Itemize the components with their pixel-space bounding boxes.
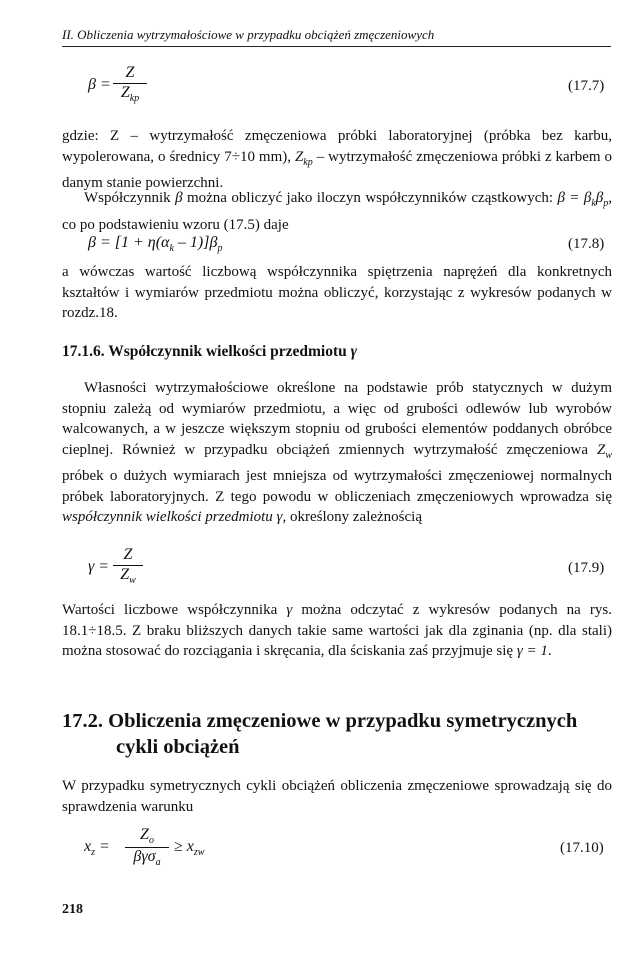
numerator: Z xyxy=(125,64,135,81)
paragraph-definition: gdzie: Z – wytrzymałość zmęczeniowa próbki laboratoryjnej (próbka bez karbu, wypolerowana, o średnicy 7÷10 mm), $Z_{kp}$ – wytrzymałość zmęczeniowa próbki z karbem o danym stanie powierzchni. xyxy=(62,128,612,191)
numerator: Z xyxy=(123,546,133,563)
paragraph-beta: Współczynnik β można obliczyć jako iloczyn współczynników cząstkowych: $\beta = \beta_k\beta_p$, co po podstawieniu wzoru (17.5) daje xyxy=(62,190,612,233)
page-number: 218 xyxy=(62,902,83,917)
fraction xyxy=(113,546,143,586)
paragraph-stress-concentration: a wówczas wartość liczbową współczynnika spiętrzenia naprężeń dla konkretnych kształtów i wymiarów przedmiotu można obliczyć, korzystając z wykresów podanych w rozdz.18. xyxy=(62,264,612,321)
equation-lhs: γ = xyxy=(88,558,110,575)
equation-number: (17.8) xyxy=(568,236,605,252)
equation-rhs: ≥ $x_{zw}$ xyxy=(174,838,205,859)
running-header: II. Obliczenia wytrzymałościowe w przypadku obciążeń zmęczeniowych xyxy=(62,27,611,47)
equation-number: (17.10) xyxy=(560,840,604,856)
denominator: $Z_{kp}$ xyxy=(120,84,140,105)
denominator: $Z_w$ xyxy=(120,566,136,587)
paragraph-symmetric-cycles: W przypadku symetrycznych cykli obciążeń obliczenia zmęczeniowe sprowadzają się do sprawdzenia warunku xyxy=(62,778,612,815)
denominator: βγσ$_a$ xyxy=(133,848,161,869)
fraction xyxy=(113,64,147,104)
equation-lhs: $x_z$ = xyxy=(84,838,110,859)
section-heading-17-1-6: 17.1.6. Współczynnik wielkości przedmiotu γ xyxy=(62,343,358,360)
paragraph-size-factor: Własności wytrzymałościowe określone na podstawie prób statycznych w dużym stopniu zależą od wymiarów przedmiotu, a więc od grubości odlewów lub wyrobów walcowanych, a w jeszcze większym stopniu od grubości elementów poddanych obróbce cieplnej. Również w przypadku obciążeń zmiennych wytrzymałość zmęczeniowa $Z_w$ próbek o dużych wymiarach jest mniejsza od wytrzymałości zmęczeniowej normalnych próbek laboratoryjnych. Z tego powodu w obliczeniach zmęczeniowych wprowadza się współczynnik wielkości przedmiotu γ, określony zależnością xyxy=(62,380,612,525)
equation-number: (17.9) xyxy=(568,560,605,576)
equation-lhs: β = xyxy=(88,76,111,93)
paragraph-gamma-values: Wartości liczbowe współczynnika γ można odczytać z wykresów podanych na rys. 18.1÷18.5. Z braku bliższych danych takie same wartości jak dla zginania (np. dla stali) można stosować do rozciągania i skręcania, dla ściskania zaś przyjmuje się γ = 1. xyxy=(62,602,613,659)
numerator: $Z_o$ xyxy=(140,826,154,847)
section-heading-17-2: 17.2. Obliczenia zmęczeniowe w przypadku symetrycznych cykli obciążeń xyxy=(62,710,578,758)
fraction xyxy=(125,826,169,868)
equation-formula: $\beta = [1 + \eta(\alpha_k - 1)]\beta_p$ xyxy=(88,234,223,255)
equation-number: (17.7) xyxy=(568,78,605,94)
